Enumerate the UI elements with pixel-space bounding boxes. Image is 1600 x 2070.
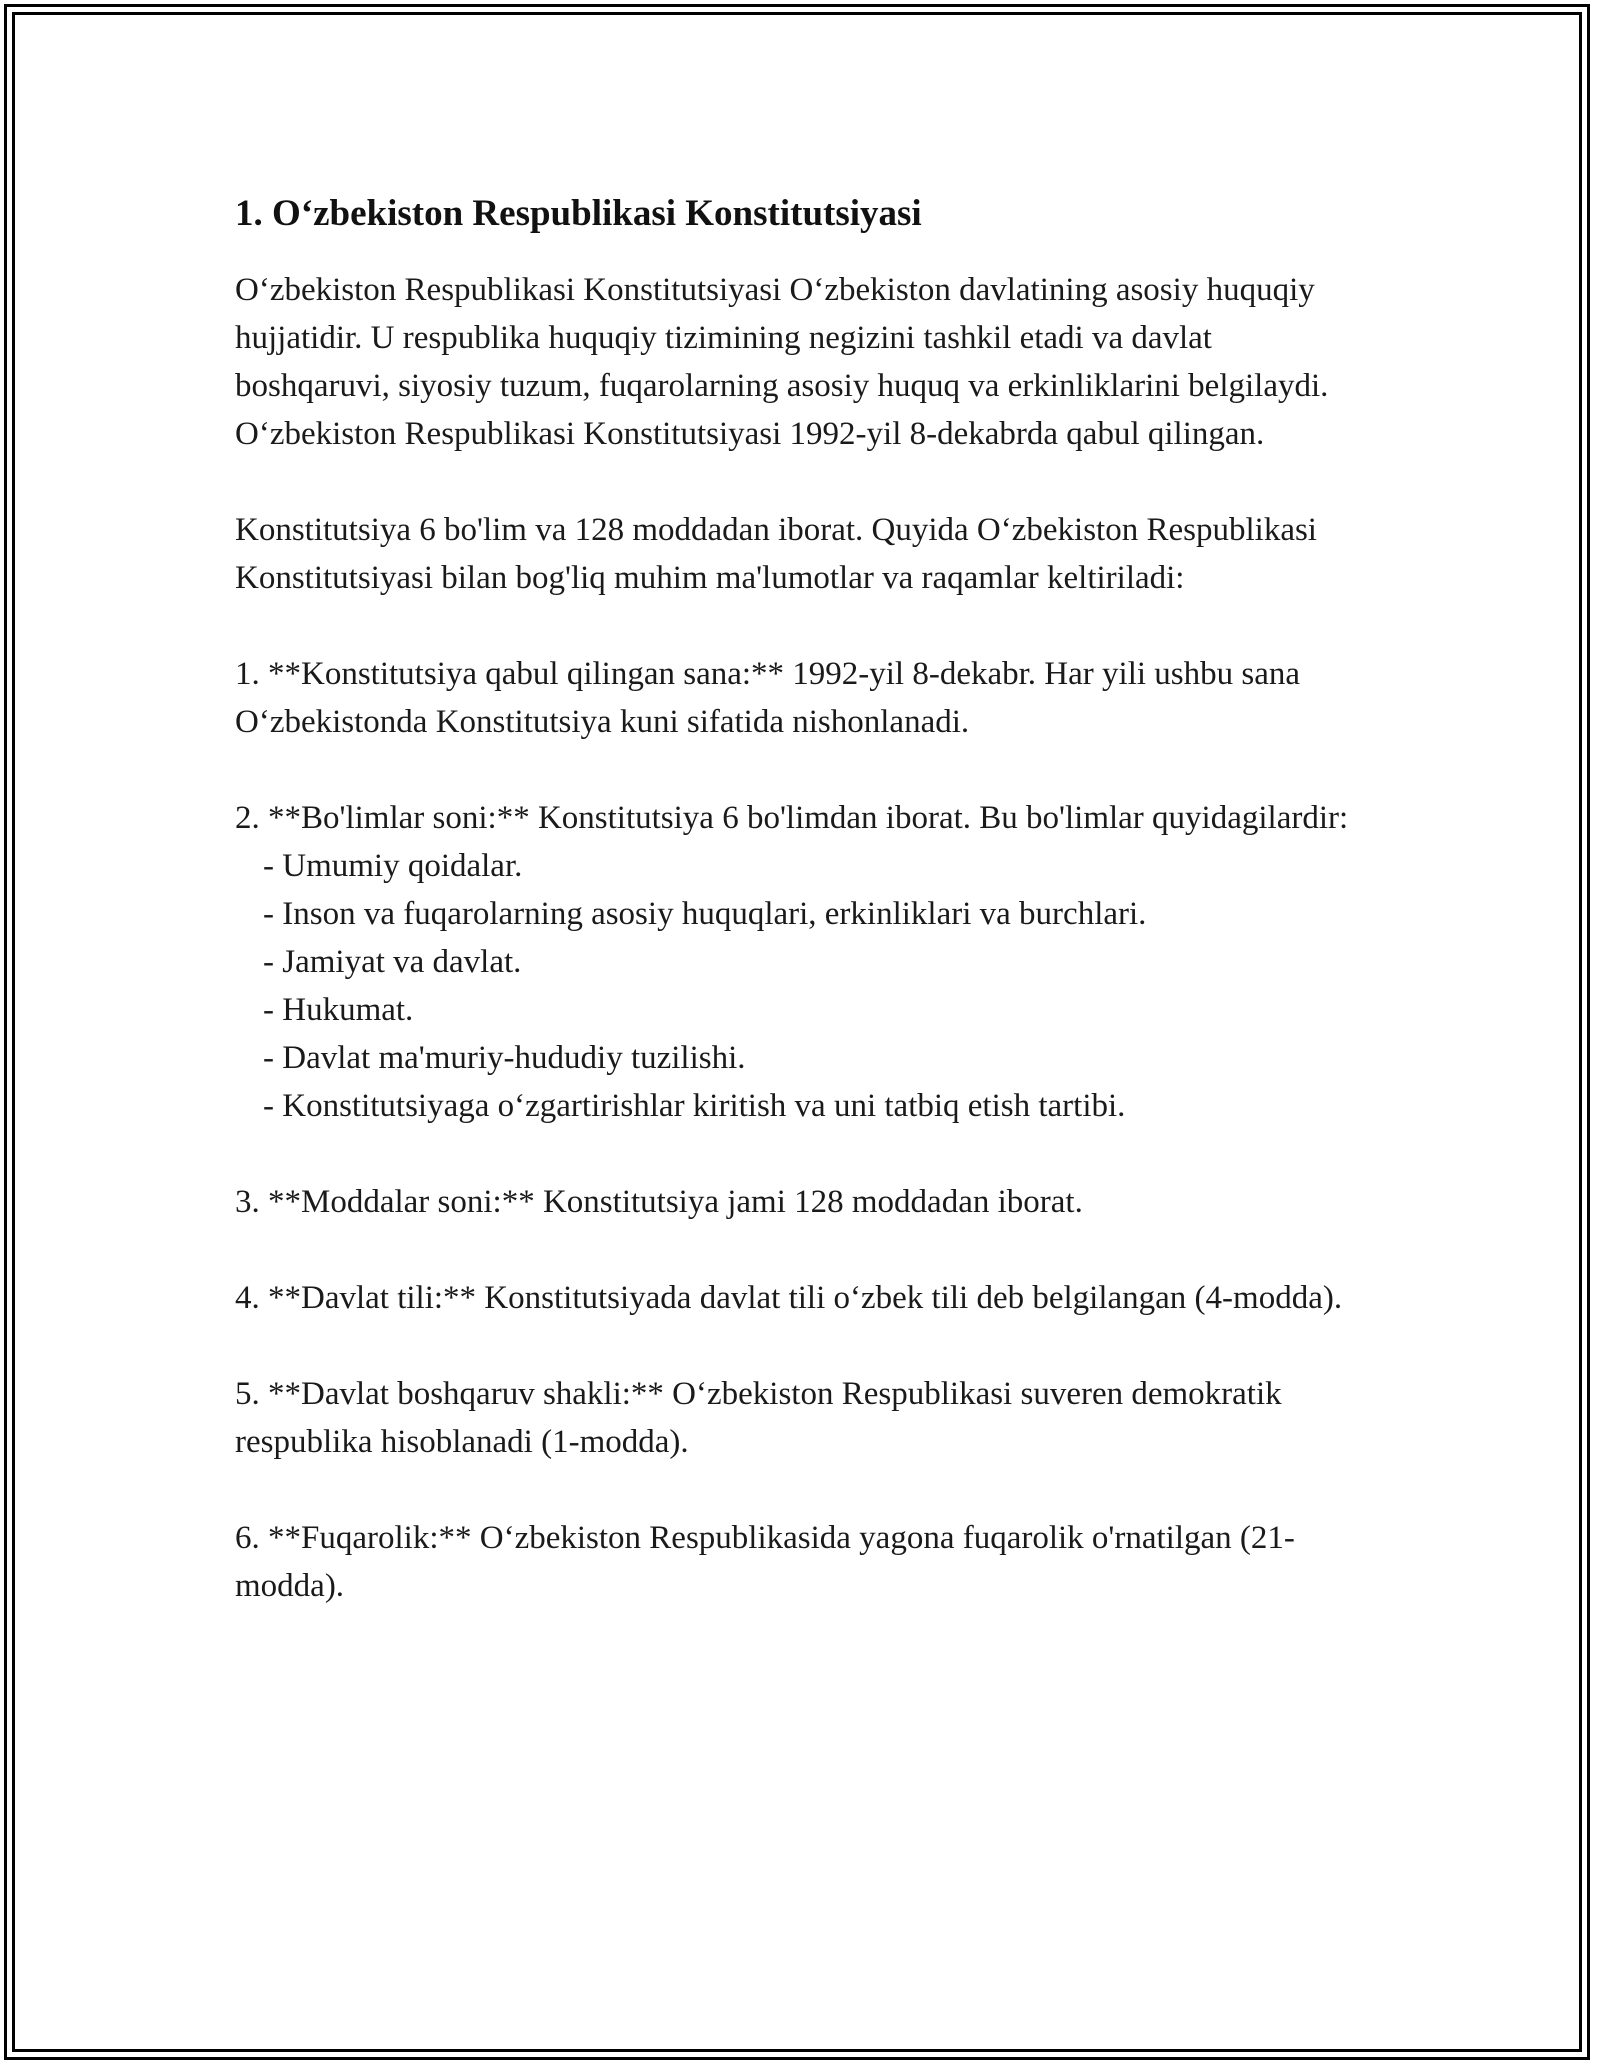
section-item: - Konstitutsiyaga o‘zgartirishlar kiritish va uni tatbiq etish tartibi. xyxy=(263,1088,1126,1124)
list-item-text: 1. **Konstitutsiya qabul qilingan sana:** 1992-yil 8-dekabr. Har yili ushbu sana O‘zbekistonda Konstitutsiya kuni sifatida nishonlanadi. xyxy=(235,656,1301,740)
section-item: - Umumiy qoidalar. xyxy=(263,848,523,884)
section-item: - Davlat ma'muriy-hududiy tuzilishi. xyxy=(263,1040,746,1076)
list-item-text: 4. **Davlat tili:** Konstitutsiyada davlat tili o‘zbek tili deb belgilangan (4-modda). xyxy=(235,1280,1343,1316)
document-title: 1. O‘zbekiston Respublikasi Konstitutsiyasi xyxy=(235,193,922,234)
list-item-state-language xyxy=(235,1274,1365,1322)
list-item-citizenship xyxy=(235,1514,1365,1610)
document-body xyxy=(235,188,1365,1658)
list-item-text: 5. **Davlat boshqaruv shakli:** O‘zbekiston Respublikasi suveren demokratik respublika hisoblanadi (1-modda). xyxy=(235,1376,1282,1460)
section-item: - Hukumat. xyxy=(263,992,414,1028)
list-item-articles-count xyxy=(235,1178,1365,1226)
list-item-text: 3. **Moddalar soni:** Konstitutsiya jami 128 moddadan iborat. xyxy=(235,1184,1083,1220)
list-item-sections-count xyxy=(235,794,1365,1130)
section-item: - Jamiyat va davlat. xyxy=(263,944,522,980)
list-item-government-form xyxy=(235,1370,1365,1466)
list-item-adoption-date xyxy=(235,650,1365,746)
sections-list xyxy=(235,842,1365,1130)
overview-paragraph: Konstitutsiya 6 bo'lim va 128 moddadan iborat. Quyida O‘zbekiston Respublikasi Konstitutsiyasi bilan bog'liq muhim ma'lumotlar va raqamlar keltiriladi: xyxy=(235,512,1317,596)
list-item-text: 6. **Fuqarolik:** O‘zbekiston Respublikasida yagona fuqarolik o'rnatilgan (21-modda). xyxy=(235,1520,1295,1604)
intro-paragraph: O‘zbekiston Respublikasi Konstitutsiyasi O‘zbekiston davlatining asosiy huquqiy hujjatidir. U respublika huquqiy tizimining negizini tashkil etadi va davlat boshqaruvi, siyosiy tuzum, fuqarolarning asosiy huquq va erkinliklarini belgilaydi. O‘zbekiston Respublikasi Konstitutsiyasi 1992-yil 8-dekabrda qabul qilingan. xyxy=(235,272,1329,452)
section-item: - Inson va fuqarolarning asosiy huquqlari, erkinliklari va burchlari. xyxy=(263,896,1147,932)
list-item-text: 2. **Bo'limlar soni:** Konstitutsiya 6 bo'limdan iborat. Bu bo'limlar quyidagilardir: xyxy=(235,800,1349,836)
